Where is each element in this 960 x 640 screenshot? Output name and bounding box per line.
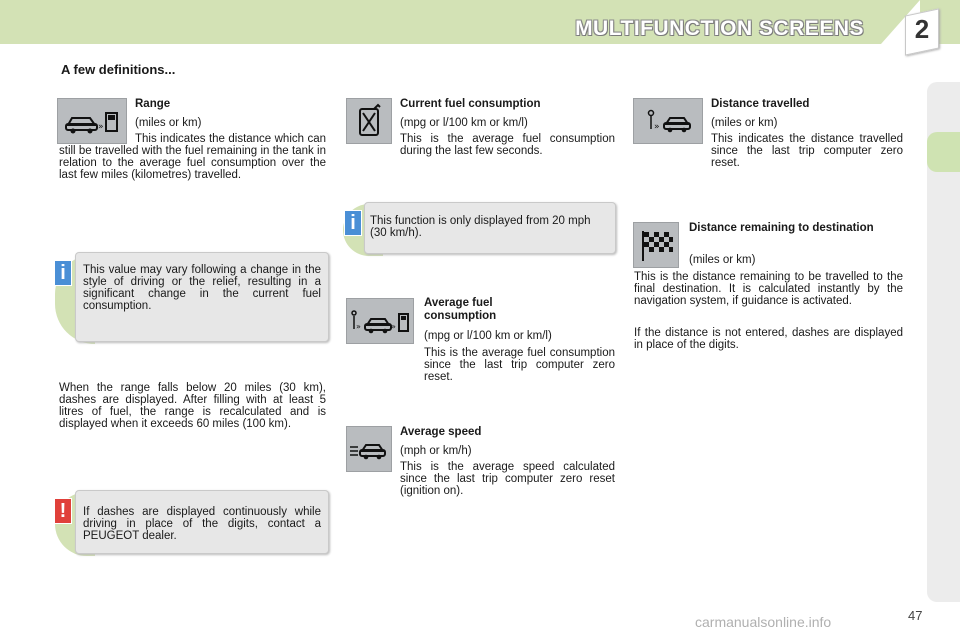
average-fuel-units: (mpg or l/100 km or km/l) — [424, 330, 552, 342]
range-units: (miles or km) — [135, 117, 202, 129]
distance-remaining-heading: Distance remaining to destination — [689, 222, 874, 234]
distance-car-fuel-icon — [346, 298, 414, 344]
note-speed-text: This function is only displayed from 20 mph (30 km/h). — [370, 215, 591, 239]
page-number: 47 — [908, 608, 923, 623]
current-fuel-text: This is the average fuel consumption during the last few seconds. — [400, 133, 615, 157]
distance-remaining-text2: If the distance is not entered, dashes are displayed in place of the digits. — [634, 327, 903, 351]
side-tab-active[interactable] — [927, 132, 960, 172]
current-fuel-units: (mpg or l/100 km or km/l) — [400, 117, 528, 129]
svg-text:»: » — [356, 322, 361, 331]
page-title: MULTIFUNCTION SCREENS — [575, 17, 864, 40]
range-text: This indicates the distance which can still be travelled with the fuel remaining in the tank in relation to the average fuel consumption over the last few miles (kilometres) travelled. — [59, 133, 326, 181]
fuel-can-icon — [346, 98, 392, 144]
range-low-text: When the range falls below 20 miles (30 km), dashes are displayed. After filling with at least 5 litres of fuel, the range is recalculated and is displayed when it exceeds 60 miles (100 km). — [59, 382, 326, 430]
svg-text:»: » — [654, 122, 660, 132]
distance-travelled-units: (miles or km) — [711, 117, 778, 129]
average-speed-units: (mph or km/h) — [400, 445, 472, 457]
warning-icon: ! — [54, 498, 72, 524]
note-dashes-text: If dashes are displayed continuously while driving in place of the digits, contact a PEUGEOT dealer. — [83, 506, 321, 542]
info-icon: i — [344, 210, 362, 236]
checkered-flag-icon — [633, 222, 679, 268]
distance-travelled-text: This indicates the distance travelled since the last trip computer zero reset. — [711, 133, 903, 169]
distance-remaining-units: (miles or km) — [689, 254, 756, 266]
distance-travelled-car-icon — [633, 98, 703, 144]
average-fuel-text: This is the average fuel consumption since the last trip computer zero reset. — [424, 347, 615, 383]
distance-travelled-heading: Distance travelled — [711, 98, 810, 110]
distance-remaining-text: This is the distance remaining to be travelled to the final destination. It is calculated instantly by the navigation system, if guidance is activated. — [634, 271, 903, 307]
range-heading: Range — [135, 98, 171, 110]
average-speed-text: This is the average speed calculated since the last trip computer zero reset (ignition on). — [400, 461, 615, 497]
watermark: carmanualsonline.info — [695, 614, 832, 630]
current-fuel-heading: Current fuel consumption — [400, 98, 541, 110]
speeding-car-icon — [346, 426, 392, 472]
section-subtitle: A few definitions... — [61, 62, 176, 77]
note-vary-text: This value may vary following a change in the style of driving or the relief, resulting in a significant change in the current fuel consumption. — [83, 264, 321, 312]
average-speed-heading: Average speed — [400, 426, 482, 438]
chapter-number: 2 — [914, 14, 930, 44]
info-icon: i — [54, 260, 72, 286]
svg-text:»: » — [391, 322, 396, 331]
svg-text:»: » — [98, 122, 104, 132]
average-fuel-heading: Average fuel consumption — [424, 297, 497, 322]
